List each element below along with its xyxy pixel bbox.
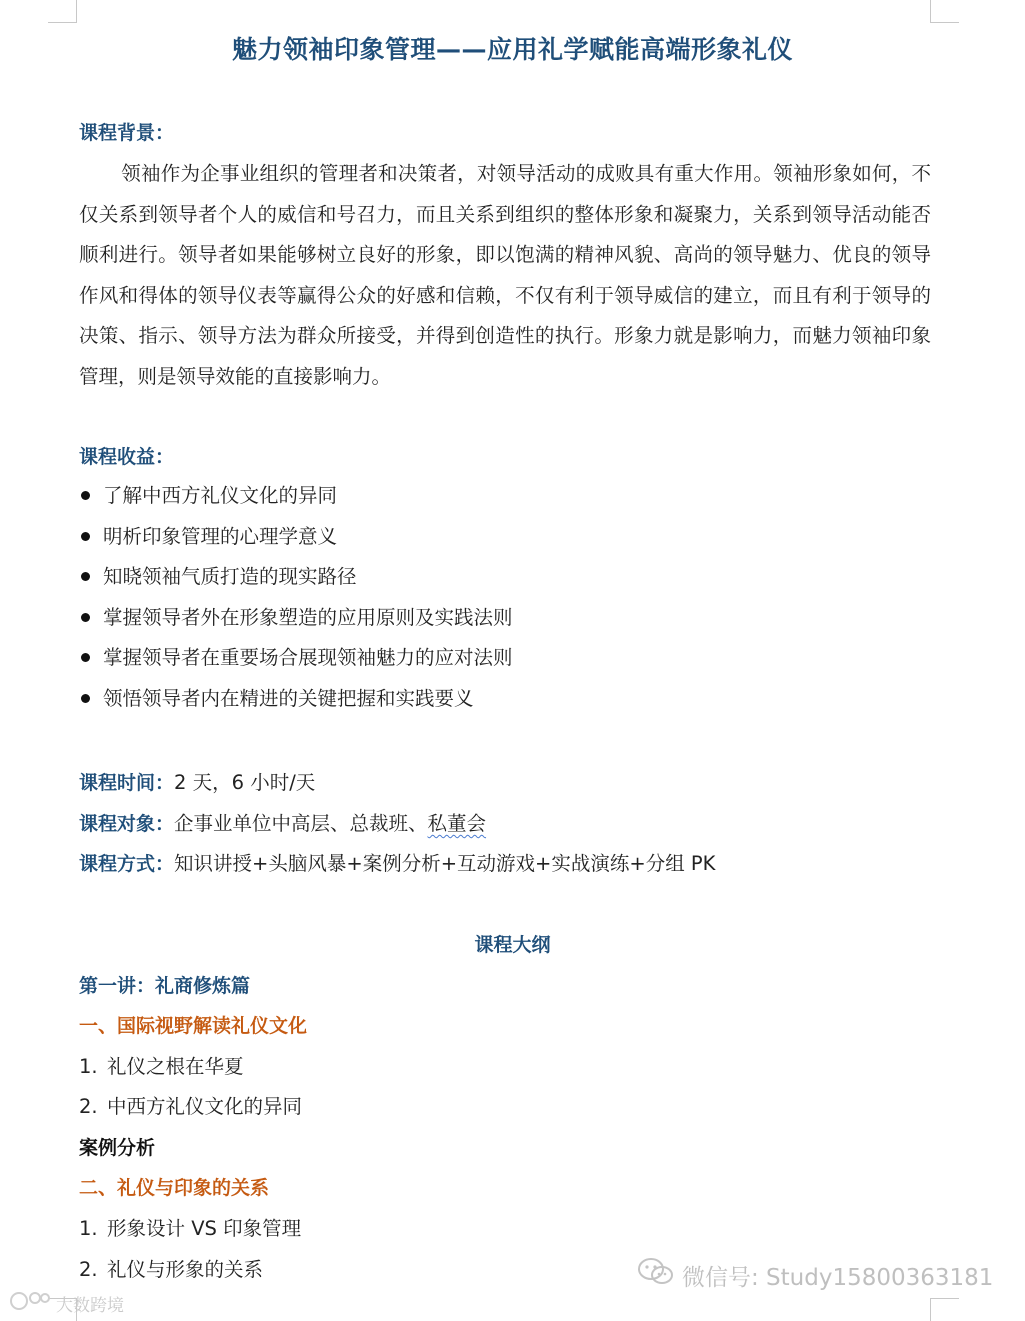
list-item: 掌握领导者在重要场合展现领袖魅力的应对法则	[79, 638, 513, 679]
benefits-list	[79, 476, 513, 720]
case-analysis-label: 案例分析	[79, 1137, 156, 1159]
list-item: 领悟领导者内在精进的关键把握和实践要义	[79, 679, 513, 720]
wechat-icon	[636, 1256, 676, 1294]
crop-mark-top-left	[48, 0, 77, 23]
list-item: 2. 中西方礼仪文化的异同	[79, 1095, 303, 1118]
course-audience-value: 企事业单位中高层、总裁班、	[174, 812, 428, 835]
crop-mark-bottom-right	[930, 1298, 959, 1321]
course-audience-label: 课程对象：	[79, 813, 175, 835]
document-title: 魅力领袖印象管理——应用礼学赋能高端形象礼仪	[231, 35, 793, 64]
bullet-icon	[81, 532, 90, 541]
brand-watermark	[8, 1290, 124, 1317]
section-1-heading: 一、国际视野解读礼仪文化	[79, 1015, 308, 1037]
benefits-heading: 课程收益：	[79, 446, 175, 468]
course-method-row	[79, 848, 715, 876]
brand-logo-icon	[8, 1290, 52, 1317]
bullet-icon	[81, 694, 90, 703]
bullet-icon	[81, 491, 90, 500]
list-item: 1. 礼仪之根在华夏	[79, 1055, 244, 1078]
list-item: 了解中西方礼仪文化的异同	[79, 476, 513, 517]
bullet-icon	[81, 653, 90, 662]
list-item: 2. 礼仪与形象的关系	[79, 1258, 264, 1281]
crop-mark-top-right	[930, 0, 959, 23]
list-item: 掌握领导者外在形象塑造的应用原则及实践法则	[79, 598, 513, 639]
course-time-value: 2 天，6 小时/天	[174, 771, 316, 794]
wechat-watermark	[636, 1256, 993, 1294]
course-time-label: 课程时间：	[79, 772, 175, 794]
course-time-row	[79, 767, 315, 795]
list-item: 1. 形象设计 VS 印象管理	[79, 1217, 302, 1240]
course-method-label: 课程方式：	[79, 853, 175, 875]
list-item: 知晓领袖气质打造的现实路径	[79, 557, 513, 598]
section-2-heading: 二、礼仪与印象的关系	[79, 1177, 270, 1199]
lecture-1-heading: 第一讲：礼商修炼篇	[79, 975, 251, 997]
background-paragraph	[79, 154, 931, 397]
list-item: 明析印象管理的心理学意义	[79, 517, 513, 558]
background-text: 领袖作为企事业组织的管理者和决策者，对领导活动的成败具有重大作用。领袖形象如何，不仅关系到领导者个人的威信和号召力，而且关系到组织的整体形象和凝聚力，关系到领导活动能否顺利进行。领导者如果能够树立良好的形象，即以饱满的精神风貌、高尚的领导魅力、优良的领导作风和得体的领导仪表等赢得公众的好感和信赖，不仅有利于领导威信的建立，而且有利于领导的决策、指示、领导方法为群众所接受，并得到创造性的执行。形象力就是影响力，而魅力领袖印象管理，则是领导效能的直接影响力。	[79, 162, 931, 388]
outline-title: 课程大纲	[474, 934, 551, 956]
course-audience-value-spellcheck: 私董会	[427, 812, 487, 835]
background-heading: 课程背景：	[79, 122, 175, 144]
brand-watermark-text: 大数跨境	[56, 1296, 124, 1316]
wechat-watermark-text: 微信号: Study15800363181	[682, 1264, 994, 1291]
course-method-value: 知识讲授+头脑风暴+案例分析+互动游戏+实战演练+分组 PK	[174, 852, 716, 875]
bullet-icon	[81, 572, 90, 581]
bullet-icon	[81, 613, 90, 622]
course-audience-row	[79, 808, 486, 836]
